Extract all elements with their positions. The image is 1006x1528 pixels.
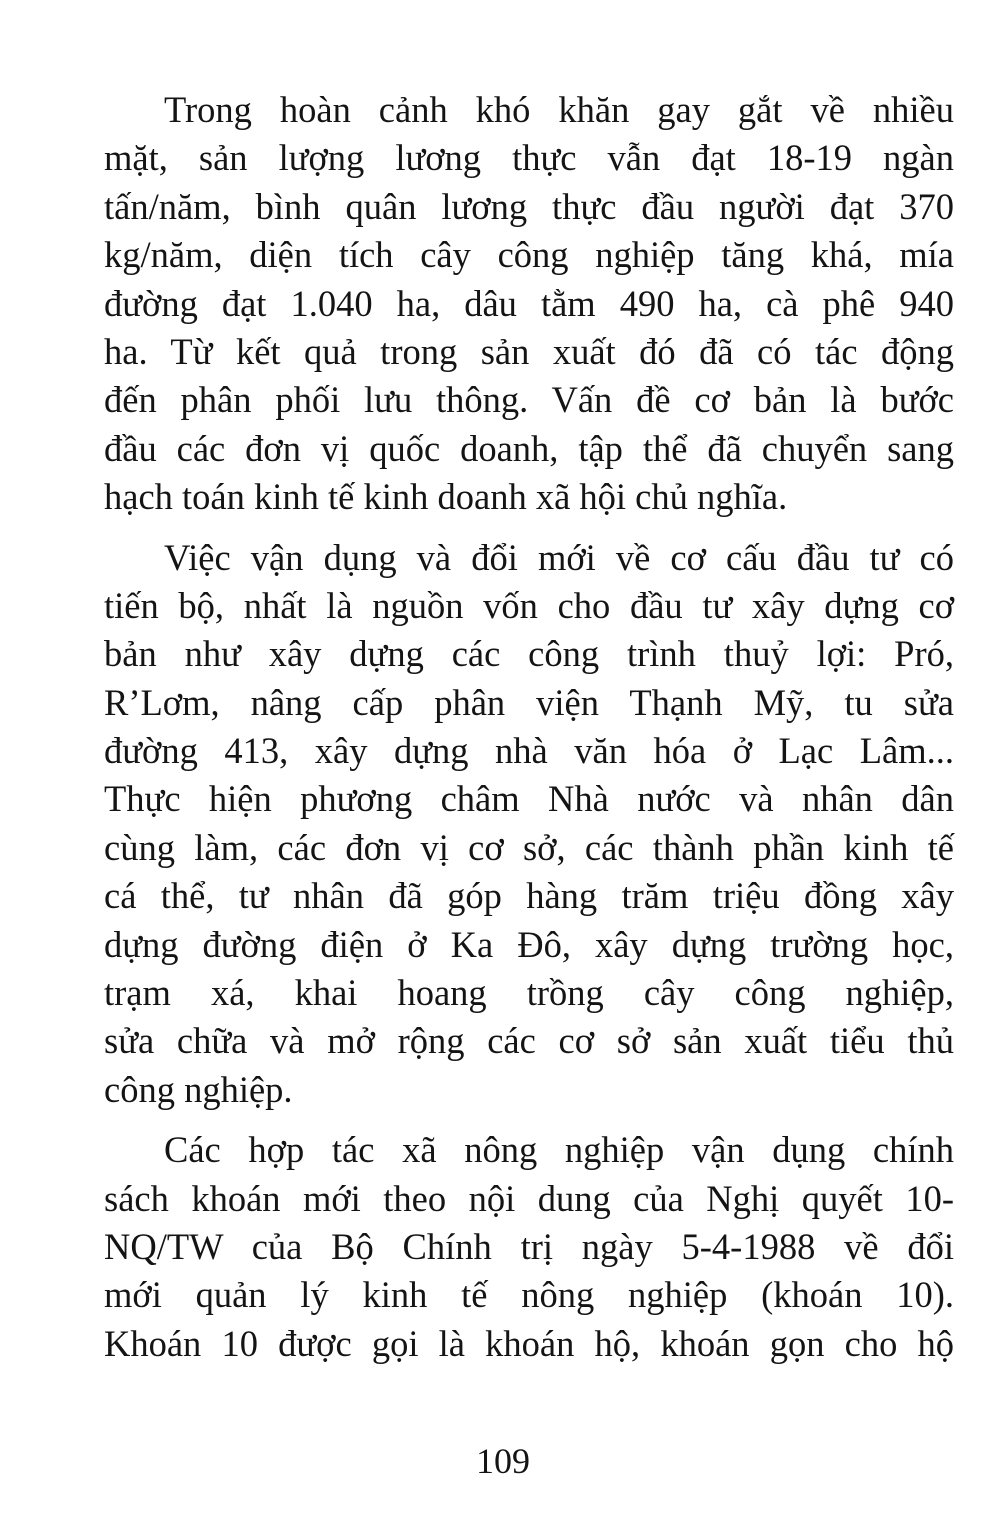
text-line: ha. Từ kết quả trong sản xuất đó đã có tác động	[104, 330, 954, 372]
text-line: cá thể, tư nhân đã góp hàng trăm triệu đồng xây	[104, 875, 954, 917]
text-line: mới quản lý kinh tế nông nghiệp (khoán 10).	[104, 1274, 954, 1316]
paragraph-1	[104, 86, 954, 522]
text-line: dựng đường điện ở Ka Đô, xây dựng trường học,	[104, 923, 954, 965]
text-line: kg/năm, diện tích cây công nghiệp tăng khá, mía	[104, 234, 954, 276]
text-line: đầu các đơn vị quốc doanh, tập thể đã chuyển sang	[104, 427, 954, 469]
text-line: bản như xây dựng các công trình thuỷ lợi: Pró,	[104, 633, 954, 675]
text-line: Khoán 10 được gọi là khoán hộ, khoán gọn cho hộ	[104, 1322, 954, 1364]
text-line: đường đạt 1.040 ha, dâu tằm 490 ha, cà phê 940	[104, 282, 954, 324]
text-line: Việc vận dụng và đổi mới về cơ cấu đầu tư có	[164, 536, 954, 578]
text-line: NQ/TW của Bộ Chính trị ngày 5-4-1988 về đổi	[104, 1225, 954, 1267]
text-line: trạm xá, khai hoang trồng cây công nghiệp,	[104, 972, 954, 1014]
paragraph-3	[104, 1126, 954, 1368]
text-line: Thực hiện phương châm Nhà nước và nhân dân	[104, 778, 954, 820]
text-line: đến phân phối lưu thông. Vấn đề cơ bản là bước	[104, 379, 954, 421]
text-line: công nghiệp.	[104, 1068, 293, 1110]
paragraph-2	[104, 534, 954, 1115]
text-line: đường 413, xây dựng nhà văn hóa ở Lạc Lâm...	[104, 730, 954, 772]
text-line: Trong hoàn cảnh khó khăn gay gắt về nhiều	[164, 89, 954, 130]
text-line: sách khoán mới theo nội dung của Nghị quyết 10-	[104, 1177, 954, 1219]
text-line: cùng làm, các đơn vị cơ sở, các thành phần kinh tế	[104, 826, 954, 868]
text-line: sửa chữa và mở rộng các cơ sở sản xuất tiểu thủ	[104, 1020, 954, 1062]
text-line: R’Lơm, nâng cấp phân viện Thạnh Mỹ, tu sửa	[104, 681, 954, 723]
text-line: mặt, sản lượng lương thực vẫn đạt 18-19 ngàn	[104, 137, 954, 179]
text-line: tấn/năm, bình quân lương thực đầu người đạt 370	[104, 185, 954, 227]
text-line: Các hợp tác xã nông nghiệp vận dụng chính	[164, 1129, 954, 1171]
text-line: tiến bộ, nhất là nguồn vốn cho đầu tư xây dựng cơ	[104, 584, 954, 626]
text-line: hạch toán kinh tế kinh doanh xã hội chủ nghĩa.	[104, 476, 788, 518]
page-number: 109	[476, 1441, 530, 1481]
body-text	[104, 86, 954, 1368]
